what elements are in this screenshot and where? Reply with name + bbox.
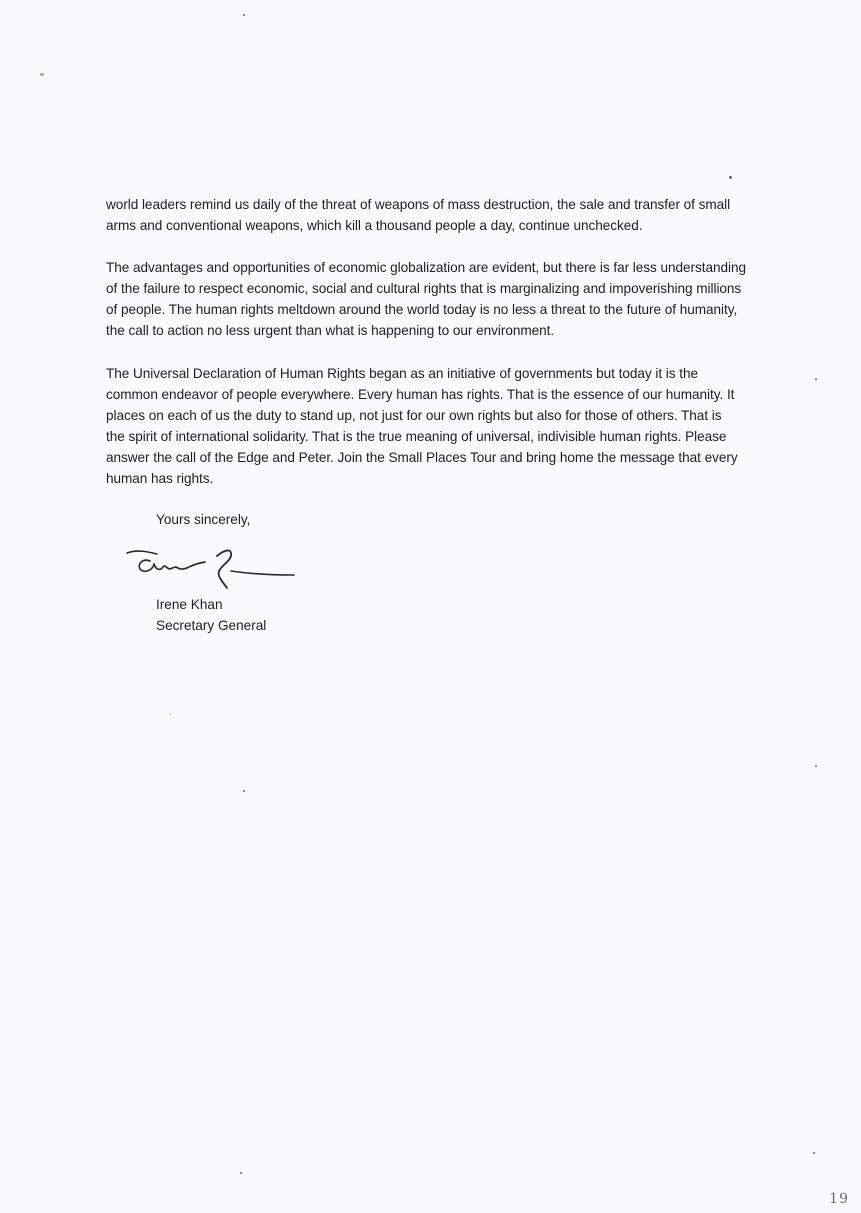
text-line: of the failure to respect economic, social and cultural rights that is marginalizing and impoverishing millions — [106, 280, 742, 296]
signer-name: Irene Khan — [156, 597, 223, 612]
scan-speck — [815, 765, 817, 767]
scan-speck — [240, 1172, 242, 1174]
body-paragraph-2 — [106, 258, 756, 342]
scan-speck — [813, 1152, 815, 1154]
handwritten-signature — [123, 544, 299, 596]
scan-speck — [729, 176, 732, 179]
body-paragraph-3 — [106, 364, 756, 489]
text-line: the spirit of international solidarity. That is the true meaning of universal, indivisible human rights. Please — [106, 428, 727, 444]
text-line: answer the call of the Edge and Peter. Join the Small Places Tour and bring home the message that every — [106, 449, 738, 465]
body-paragraph-1 — [106, 195, 756, 237]
scan-speck — [40, 73, 44, 76]
page-number: 19 — [829, 1191, 849, 1207]
text-line: places on each of us the duty to stand up, not just for our own rights but also for those of others. That is — [106, 407, 722, 423]
text-line: common endeavor of people everywhere. Every human has rights. That is the essence of our humanity. It — [106, 386, 735, 402]
scan-speck — [243, 790, 245, 792]
text-line: the call to action no less urgent than what is happening to our environment. — [106, 322, 555, 338]
text-line: human has rights. — [106, 470, 214, 486]
text-line: arms and conventional weapons, which kill a thousand people a day, continue unchecked. — [106, 217, 643, 233]
scan-speck — [170, 714, 171, 715]
closing-salutation: Yours sincerely, — [156, 512, 251, 527]
text-line: world leaders remind us daily of the threat of weapons of mass destruction, the sale and transfer of small — [106, 197, 731, 212]
text-line: The advantages and opportunities of economic globalization are evident, but there is far less understanding — [106, 260, 747, 275]
text-line: of people. The human rights meltdown around the world today is no less a threat to the future of humanity, — [106, 301, 738, 317]
text-line: The Universal Declaration of Human Rights began as an initiative of governments but today it is the — [106, 366, 698, 381]
signer-title: Secretary General — [156, 618, 267, 633]
scan-speck — [243, 14, 245, 16]
scan-speck — [815, 378, 817, 380]
